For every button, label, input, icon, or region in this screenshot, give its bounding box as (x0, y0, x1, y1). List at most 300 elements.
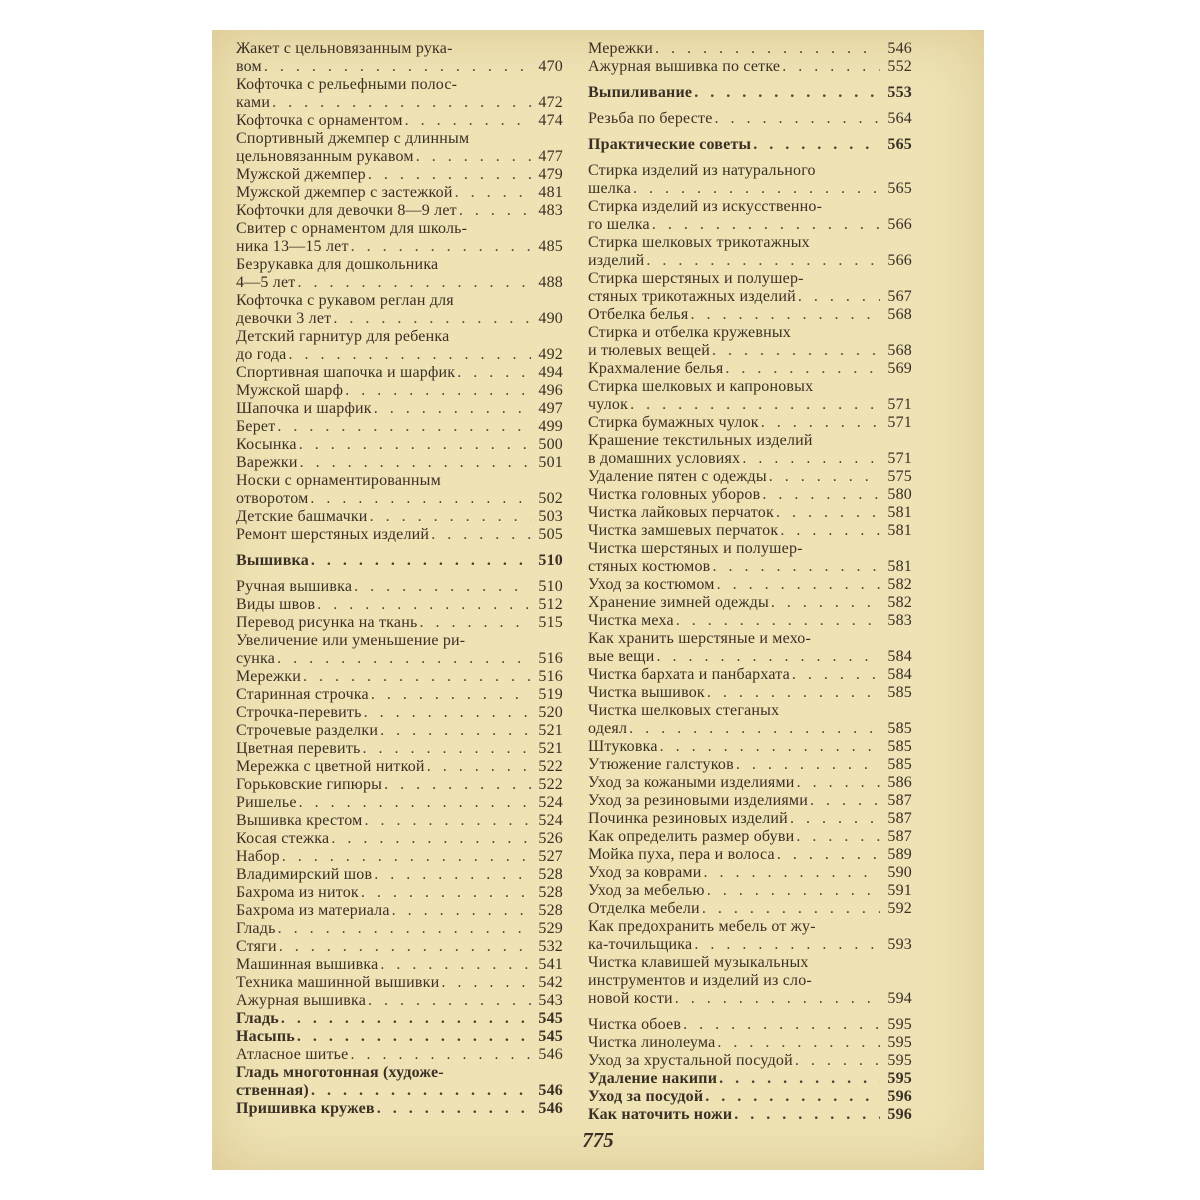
toc-entry-title: Как определить размер обуви (588, 828, 795, 845)
toc-entry-title: Чистка вышивок (588, 684, 705, 701)
toc-entry-page: 587 (887, 792, 912, 809)
toc-entry-page: 522 (538, 758, 563, 775)
toc-entry (236, 902, 563, 920)
toc-entry-page: 521 (538, 722, 563, 739)
toc-entry (588, 110, 912, 128)
toc-entry-title-line: Кофточка с рельефными полос- (236, 76, 458, 93)
toc-entry (236, 1100, 563, 1118)
toc-entry-title: Уход за хрустальной посудой (588, 1052, 793, 1069)
toc-entry (588, 810, 912, 828)
toc-entry-page: 516 (538, 668, 563, 685)
toc-entry-page: 545 (538, 1028, 563, 1045)
toc-entry-last-line (588, 864, 912, 882)
dot-leader (370, 508, 531, 526)
toc-entry-page: 503 (538, 508, 563, 525)
toc-entry-title: Мережка с цветной ниткой (236, 758, 425, 775)
toc-entry-page: 568 (887, 342, 912, 359)
toc-entry-last-line (236, 418, 563, 436)
toc-entry-page: 566 (887, 216, 912, 233)
toc-entry-title: Чистка обоев (588, 1016, 682, 1033)
toc-entry (588, 738, 912, 756)
toc-entry-page: 479 (538, 166, 563, 183)
toc-entry-title: Гладь (236, 1010, 279, 1027)
toc-entry (588, 954, 912, 1008)
toc-entry (588, 684, 912, 702)
toc-entry-title: отворотом (236, 490, 309, 507)
toc-entry-title: ственная) (236, 1082, 309, 1099)
toc-entry-page: 553 (887, 84, 912, 101)
toc-entry-last-line (588, 810, 912, 828)
toc-entry-page: 477 (538, 148, 563, 165)
dot-leader (795, 1052, 880, 1070)
toc-entry (588, 900, 912, 918)
toc-entry-last-line (588, 396, 912, 414)
toc-entry-last-line (236, 1010, 563, 1028)
toc-entry-page: 529 (538, 920, 563, 937)
toc-entry-page: 512 (538, 596, 563, 613)
toc-entry-page: 541 (538, 956, 563, 973)
toc-entry-page: 583 (887, 612, 912, 629)
toc-entry-page: 587 (887, 810, 912, 827)
toc-entry-title: Практические советы (588, 136, 752, 153)
toc-entry-page: 501 (538, 454, 563, 471)
dot-leader (683, 1016, 880, 1034)
dot-leader (277, 650, 531, 668)
toc-entry-page: 515 (538, 614, 563, 631)
dot-leader (675, 990, 880, 1008)
toc-entry-title: Чистка бархата и панбархата (588, 666, 790, 683)
toc-entry (588, 612, 912, 630)
toc-entry-title-line: Как хранить шерстяные и мехо- (588, 630, 812, 647)
toc-entry-page: 546 (538, 1082, 563, 1099)
toc-entry (588, 846, 912, 864)
toc-entry-last-line (588, 306, 912, 324)
dot-leader (734, 1106, 880, 1124)
toc-entry-page: 545 (538, 1010, 563, 1027)
dot-leader (264, 58, 531, 76)
dot-leader (297, 274, 531, 292)
toc-entry-title: шелка (588, 180, 632, 197)
toc-entry-last-line (588, 136, 912, 154)
toc-entry (236, 848, 563, 866)
toc-entry-title-line: Детский гарнитур для ребенка (236, 328, 450, 345)
dot-leader (361, 884, 531, 902)
toc-entry-page: 592 (887, 900, 912, 917)
toc-entry-last-line (236, 310, 563, 328)
dot-leader (725, 360, 880, 378)
toc-entry-page: 527 (538, 848, 563, 865)
toc-entry-last-line (236, 848, 563, 866)
toc-entry-title: в домашних условиях (588, 450, 741, 467)
toc-entry-last-line (588, 792, 912, 810)
toc-entry-last-line (236, 938, 563, 956)
toc-entry-last-line (236, 1100, 563, 1118)
toc-entry-last-line (588, 1034, 912, 1052)
dot-leader (629, 720, 880, 738)
toc-entry (588, 882, 912, 900)
dot-leader (792, 666, 880, 684)
toc-entry-last-line (588, 774, 912, 792)
page-number: 775 (582, 1128, 614, 1152)
dot-leader (736, 756, 880, 774)
dot-leader (771, 594, 880, 612)
toc-entry-last-line (236, 552, 563, 570)
toc-entry-title: чулок (588, 396, 629, 413)
toc-entry-last-line (236, 94, 563, 112)
dot-leader (368, 166, 531, 184)
dot-leader (384, 776, 531, 794)
dot-leader (630, 396, 880, 414)
toc-entry (236, 668, 563, 686)
toc-entry-last-line (236, 776, 563, 794)
toc-entry (236, 1064, 563, 1100)
dot-leader (655, 40, 880, 58)
toc-entry-title: стяных костюмов (588, 558, 711, 575)
toc-entry (236, 400, 563, 418)
toc-entry-title-line: Как предохранить мебель от жу- (588, 918, 816, 935)
toc-entry-title: одеял (588, 720, 628, 737)
toc-entry-title: Виды швов (236, 596, 316, 613)
toc-entry-title: Владимирский шов (236, 866, 373, 883)
toc-entry-page: 586 (887, 774, 912, 791)
toc-entry-last-line (588, 504, 912, 522)
dot-leader (712, 558, 880, 576)
toc-entry-page: 584 (887, 648, 912, 665)
toc-entry-title: Чистка лайковых перчаток (588, 504, 774, 521)
toc-entry-title: ками (236, 94, 271, 111)
dot-leader (278, 920, 531, 938)
dot-leader (796, 828, 880, 846)
toc-entry (588, 1034, 912, 1052)
toc-entry (236, 632, 563, 668)
toc-entry-title: Спортивная шапочка и шарфик (236, 364, 456, 381)
toc-entry-last-line (236, 722, 563, 740)
toc-entry-page: 505 (538, 526, 563, 543)
dot-leader (364, 704, 531, 722)
toc-entry-page: 565 (887, 136, 912, 153)
dot-leader (405, 112, 531, 130)
toc-entry-page: 581 (887, 504, 912, 521)
toc-entry (588, 1052, 912, 1070)
toc-entry (236, 1028, 563, 1046)
toc-entry-last-line (588, 666, 912, 684)
toc-entry-last-line (588, 756, 912, 774)
toc-entry-page: 565 (887, 180, 912, 197)
toc-entry-last-line (236, 184, 563, 202)
toc-entry-page: 546 (538, 1046, 563, 1063)
toc-entry (588, 630, 912, 666)
toc-entry (236, 758, 563, 776)
dot-leader (377, 1100, 531, 1118)
dot-leader (419, 614, 531, 632)
toc-right-column (588, 40, 912, 1124)
toc-entry (236, 578, 563, 596)
toc-entry-page: 571 (887, 450, 912, 467)
toc-entry-page: 497 (538, 400, 563, 417)
dot-leader (303, 668, 531, 686)
toc-entry-page: 566 (887, 252, 912, 269)
toc-entry-title: Как наточить ножи (588, 1106, 733, 1123)
toc-entry (588, 828, 912, 846)
toc-entry-last-line (236, 902, 563, 920)
toc-entry-last-line (236, 112, 563, 130)
toc-entry-title: Бахрома из ниток (236, 884, 359, 901)
toc-entry-title: Уход за посудой (588, 1088, 704, 1105)
dot-leader (646, 252, 880, 270)
toc-entry-title: Уход за коврами (588, 864, 702, 881)
toc-entry-page: 587 (887, 828, 912, 845)
toc-entry-page: 496 (538, 382, 563, 399)
dot-leader (364, 812, 531, 830)
toc-entry-last-line (588, 450, 912, 468)
toc-entry (588, 58, 912, 76)
toc-entry-page: 552 (887, 58, 912, 75)
toc-entry-title-line: Жакет с цельновязанным рука- (236, 40, 453, 57)
toc-entry (236, 184, 563, 202)
toc-entry-last-line (236, 364, 563, 382)
toc-entry (236, 686, 563, 704)
dot-leader (704, 864, 880, 882)
toc-entry-title: Крахмаление белья (588, 360, 724, 377)
toc-entry-last-line (236, 1082, 563, 1100)
toc-entry (236, 552, 563, 570)
toc-left-column (236, 40, 563, 1118)
toc-entry (236, 130, 563, 166)
toc-entry-title-line: Свитер с орнаментом для школь- (236, 220, 468, 237)
toc-entry-page: 593 (887, 936, 912, 953)
toc-entry-title: Берет (236, 418, 276, 435)
toc-entry (236, 614, 563, 632)
toc-entry (236, 704, 563, 722)
toc-entry (588, 774, 912, 792)
toc-entry (236, 794, 563, 812)
toc-entry-page: 499 (538, 418, 563, 435)
toc-entry-page: 500 (538, 436, 563, 453)
dot-leader (676, 612, 880, 630)
toc-entry (236, 166, 563, 184)
dot-leader (753, 136, 880, 154)
toc-entry-title: до года (236, 346, 287, 363)
toc-entry-title-line: Стирка изделий из натурального (588, 162, 816, 179)
toc-entry-title: Мужской джемпер с застежкой (236, 184, 453, 201)
toc-entry-title: Штуковка (588, 738, 658, 755)
toc-entry-last-line (236, 650, 563, 668)
toc-entry-page: 528 (538, 866, 563, 883)
toc-entry (236, 256, 563, 292)
toc-entry-page: 490 (538, 310, 563, 327)
toc-entry-last-line (236, 400, 563, 418)
toc-entry-page: 492 (538, 346, 563, 363)
toc-entry-page: 522 (538, 776, 563, 793)
toc-entry (588, 486, 912, 504)
toc-entry (588, 162, 912, 198)
toc-entry-title: го шелка (588, 216, 650, 233)
toc-entry (588, 864, 912, 882)
toc-entry (588, 360, 912, 378)
dot-leader (282, 848, 531, 866)
toc-entry-last-line (236, 508, 563, 526)
dot-leader (457, 364, 531, 382)
toc-entry (236, 1046, 563, 1064)
toc-entry-page: 546 (887, 40, 912, 57)
toc-entry-last-line (588, 684, 912, 702)
toc-entry-page: 585 (887, 720, 912, 737)
toc-entry-last-line (588, 648, 912, 666)
dot-leader (652, 216, 880, 234)
toc-entry-title: Гладь (236, 920, 276, 937)
dot-leader (333, 310, 531, 328)
dot-leader (762, 486, 880, 504)
toc-entry-title: Пришивка кружев (236, 1100, 375, 1117)
toc-entry-last-line (236, 686, 563, 704)
toc-entry-last-line (588, 1052, 912, 1070)
toc-entry-title: Строчка-перевить (236, 704, 362, 721)
toc-entry-page: 524 (538, 794, 563, 811)
dot-leader (769, 468, 880, 486)
toc-entry-page: 510 (538, 552, 563, 569)
dot-leader (371, 686, 531, 704)
toc-entry-title: Атласное шитье (236, 1046, 349, 1063)
toc-entry-last-line (236, 382, 563, 400)
toc-entry-last-line (236, 436, 563, 454)
toc-entry-last-line (236, 830, 563, 848)
toc-entry-last-line (236, 920, 563, 938)
toc-entry-title: цельновязанным рукавом (236, 148, 414, 165)
toc-entry-title: Перевод рисунка на ткань (236, 614, 418, 631)
dot-leader (780, 522, 880, 540)
toc-entry-title: Косынка (236, 436, 297, 453)
toc-entry-title: сунка (236, 650, 276, 667)
toc-entry (236, 526, 563, 544)
toc-entry (236, 866, 563, 884)
toc-entry-page: 595 (887, 1052, 912, 1069)
dot-leader (351, 238, 531, 256)
toc-entry (588, 918, 912, 954)
toc-entry-page: 564 (887, 110, 912, 127)
toc-entry-title: Резьба по бересте (588, 110, 713, 127)
toc-entry-last-line (588, 288, 912, 306)
toc-entry-page: 571 (887, 414, 912, 431)
toc-entry-title: Удаление накипи (588, 1070, 718, 1087)
toc-entry-title: Уход за костюмом (588, 576, 715, 593)
book-page (212, 30, 984, 1170)
toc-entry-last-line (236, 596, 563, 614)
toc-entry-last-line (236, 812, 563, 830)
toc-entry (236, 992, 563, 1010)
toc-entry-page: 581 (887, 558, 912, 575)
toc-entry-last-line (236, 758, 563, 776)
toc-entry-title: Набор (236, 848, 280, 865)
toc-entry-last-line (588, 40, 912, 58)
toc-entry-last-line (588, 252, 912, 270)
toc-entry-last-line (588, 558, 912, 576)
toc-entry-page: 585 (887, 684, 912, 701)
toc-entry-last-line (588, 1106, 912, 1124)
toc-entry-last-line (588, 486, 912, 504)
toc-entry (588, 594, 912, 612)
toc-entry-page: 590 (887, 864, 912, 881)
toc-entry-title: Машинная вышивка (236, 956, 379, 973)
toc-entry-page: 528 (538, 902, 563, 919)
toc-entry-title: Чистка замшевых перчаток (588, 522, 779, 539)
toc-entry-page: 585 (887, 738, 912, 755)
toc-entry (588, 792, 912, 810)
toc-entry-title: Чистка линолеума (588, 1034, 716, 1051)
toc-entry-title: Починка резиновых изделий (588, 810, 788, 827)
toc-entry-page: 580 (887, 486, 912, 503)
toc-entry-title: новой кости (588, 990, 673, 1007)
dot-leader (416, 148, 531, 166)
toc-entry-title: Кофточка с орнаментом (236, 112, 403, 129)
toc-entry-page: 494 (538, 364, 563, 381)
toc-entry-page: 581 (887, 522, 912, 539)
toc-entry-page: 546 (538, 1100, 563, 1117)
toc-entry-title-line: Стирка изделий из искусственно- (588, 198, 823, 215)
toc-entry-title: Горьковские гипюры (236, 776, 383, 793)
toc-entry-page: 520 (538, 704, 563, 721)
toc-entry-last-line (236, 884, 563, 902)
toc-entry-page: 596 (887, 1106, 912, 1123)
dot-leader (694, 936, 880, 954)
toc-entry (588, 702, 912, 738)
toc-entry-page: 502 (538, 490, 563, 507)
toc-entry-last-line (236, 1046, 563, 1064)
toc-entry (236, 508, 563, 526)
toc-entry-title-line: Безрукавка для дошкольника (236, 256, 439, 273)
toc-entry-title-line: Крашение текстильных изделий (588, 432, 813, 449)
toc-entry-last-line (236, 274, 563, 292)
toc-entry (588, 84, 912, 102)
dot-leader (810, 792, 880, 810)
toc-entry-last-line (588, 846, 912, 864)
toc-entry (236, 776, 563, 794)
toc-entry-page: 481 (538, 184, 563, 201)
dot-leader (374, 400, 531, 418)
toc-entry-page: 483 (538, 202, 563, 219)
dot-leader (272, 94, 531, 112)
toc-entry-page: 568 (887, 306, 912, 323)
toc-entry-page: 488 (538, 274, 563, 291)
toc-entry-title-line: Чистка шелковых стеганых (588, 702, 780, 719)
toc-entry-title: Ажурная вышивка (236, 992, 367, 1009)
toc-entry-page: 474 (538, 112, 563, 129)
toc-entry-last-line (236, 956, 563, 974)
toc-entry-page: 595 (887, 1016, 912, 1033)
toc-entry (588, 40, 912, 58)
toc-entry-last-line (236, 238, 563, 256)
dot-leader (459, 202, 531, 220)
toc-entry-title: ника 13—15 лет (236, 238, 349, 255)
toc-entry-last-line (588, 84, 912, 102)
dot-leader (277, 418, 531, 436)
toc-entry (588, 198, 912, 234)
dot-leader (702, 900, 880, 918)
dot-leader (310, 490, 531, 508)
toc-entry-last-line (588, 468, 912, 486)
toc-entry-last-line (236, 58, 563, 76)
toc-entry-page: 519 (538, 686, 563, 703)
toc-entry-page: 582 (887, 576, 912, 593)
toc-entry-title: изделий (588, 252, 645, 269)
toc-entry-page: 485 (538, 238, 563, 255)
toc-entry-title: Мережки (588, 40, 654, 57)
toc-entry-last-line (588, 720, 912, 738)
toc-entry (236, 76, 563, 112)
toc-entry (588, 378, 912, 414)
toc-entry-last-line (588, 180, 912, 198)
toc-entry-page: 571 (887, 396, 912, 413)
toc-entry (236, 40, 563, 76)
